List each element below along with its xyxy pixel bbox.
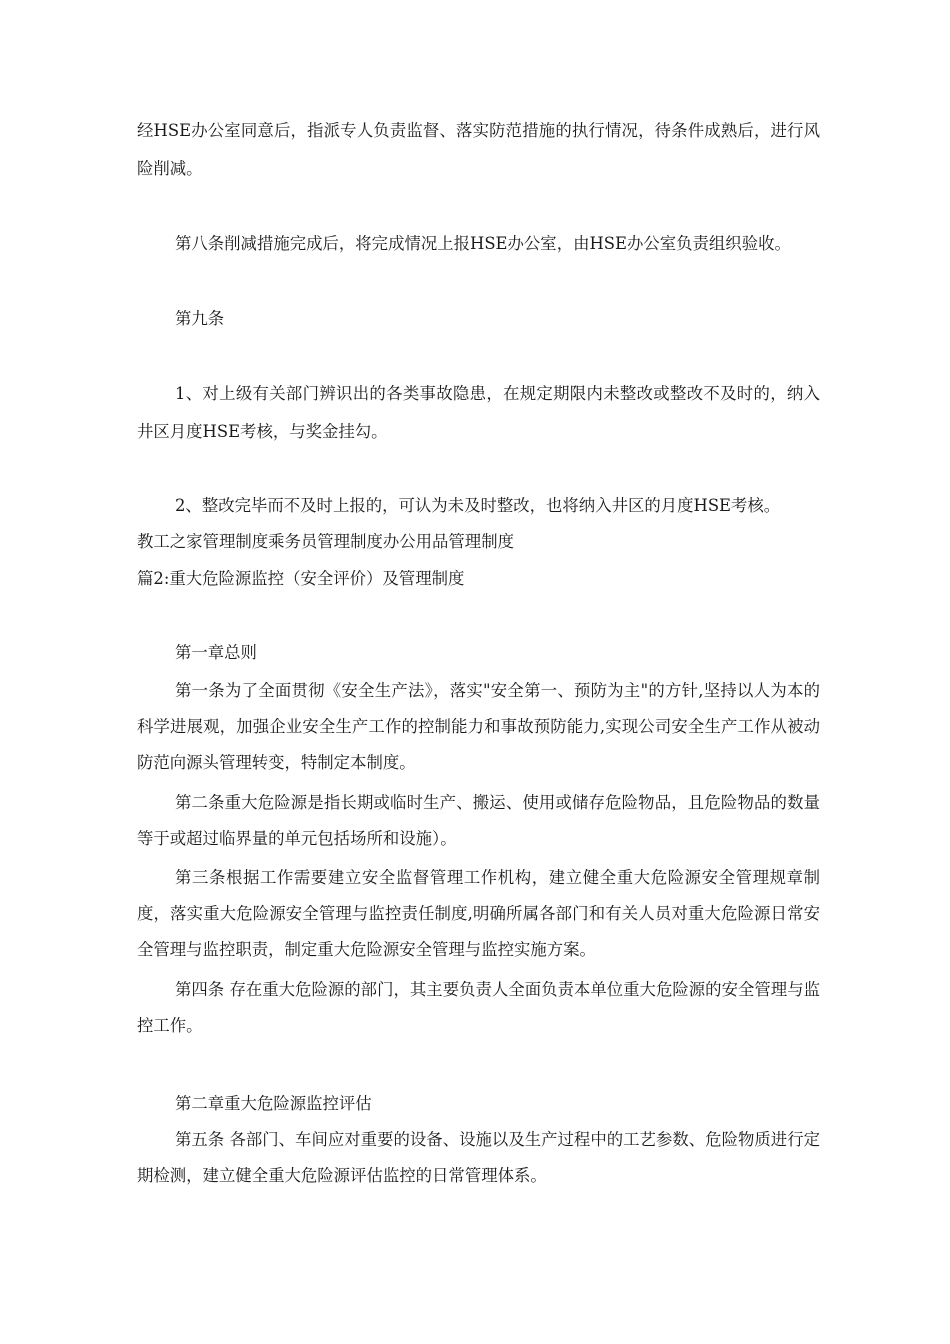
- paragraph-article-8: 第八条削减措施完成后，将完成情况上报HSE办公室，由HSE办公室负责组织验收。: [175, 234, 791, 253]
- paragraph-article-5: 第五条 各部门、车间应对重要的设备、设施以及生产过程中的工艺参数、危险物质进行定期检测，建立健全重大危险源评估监控的日常管理体系。: [137, 1130, 820, 1185]
- paragraph-article-4: 第四条 存在重大危险源的部门，其主要负责人全面负责本单位重大危险源的安全管理与监控工作。: [137, 980, 820, 1035]
- paragraph-item-1: 1、对上级有关部门辨识出的各类事故隐患，在规定期限内未整改或整改不及时的，纳入井区月度HSE考核，与奖金挂勾。: [137, 384, 820, 441]
- paragraph-continuation: 经HSE办公室同意后，指派专人负责监督、落实防范措施的执行情况，待条件成熟后，进行风险削减。: [137, 121, 820, 178]
- chapter-heading-1: 第一章总则: [175, 643, 257, 662]
- paragraph-article-1: 第一条为了全面贯彻《安全生产法》，落实"安全第一、预防为主"的方针,坚持以人为本的科学进展观，加强企业安全生产工作的控制能力和事故预防能力,实现公司安全生产工作从被动防范向源头管理转变，特制定本制度。: [137, 681, 820, 772]
- paragraph-article-9: 第九条: [175, 309, 225, 328]
- chapter-heading-2: 第二章重大危险源监控评估: [175, 1094, 372, 1113]
- paragraph-related-titles: 教工之家管理制度乘务员管理制度办公用品管理制度: [137, 532, 514, 551]
- section-heading-part-2: 篇2:重大危险源监控（安全评价）及管理制度: [137, 569, 465, 588]
- paragraph-article-2: 第二条重大危险源是指长期或临时生产、搬运、使用或储存危险物品，且危险物品的数量等于或超过临界量的单元包括场所和设施）。: [137, 793, 820, 848]
- paragraph-item-2: 2、整改完毕而不及时上报的，可认为未及时整改，也将纳入井区的月度HSE考核。: [175, 496, 781, 515]
- paragraph-article-3: 第三条根据工作需要建立安全监督管理工作机构，建立健全重大危险源安全管理规章制度，落实重大危险源安全管理与监控责任制度,明确所属各部门和有关人员对重大危险源日常安全管理与监控职责，制定重大危险源安全管理与监控实施方案。: [137, 868, 820, 959]
